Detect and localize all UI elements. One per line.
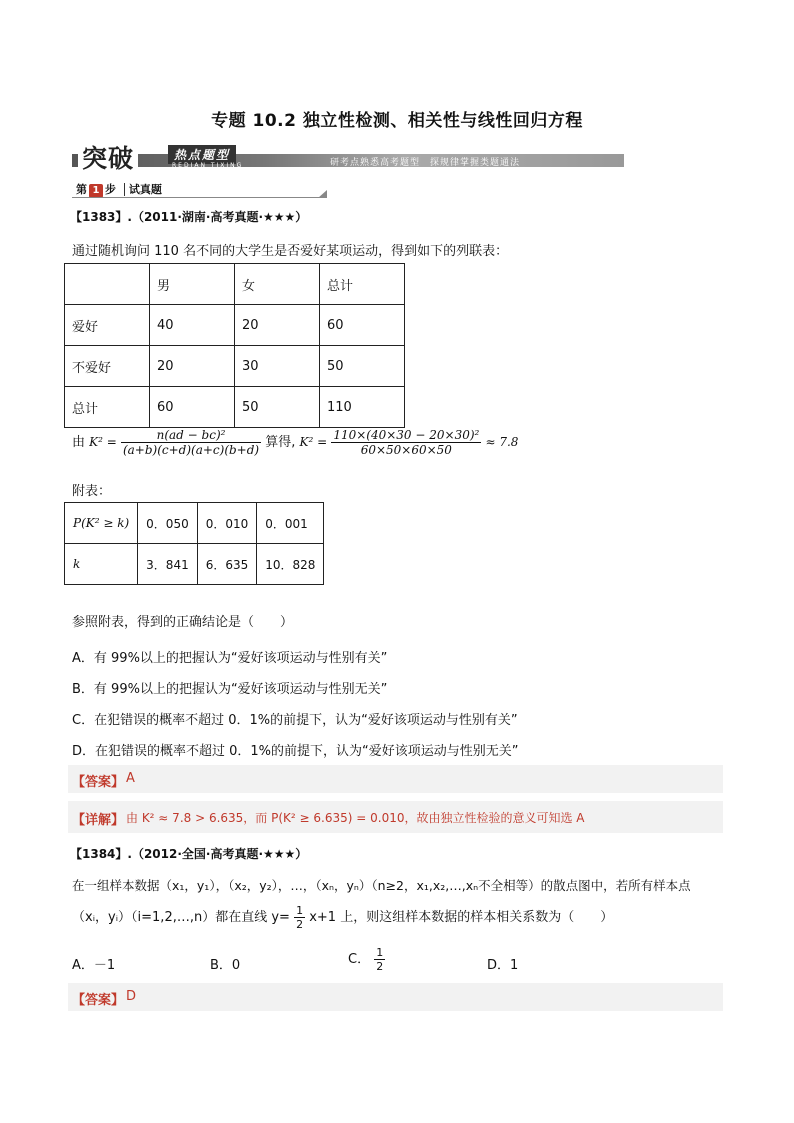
step-triangle-icon [318, 190, 327, 198]
detail-text: 由 K² ≈ 7.8 > 6.635，而 P(K² ≥ 6.635) = 0.010，故由独立性检验的意义可知选 A [126, 811, 585, 825]
table-cell: 50 [235, 387, 320, 428]
table-cell: 30 [235, 346, 320, 387]
table-cell: 6．635 [197, 544, 257, 585]
table-cell: 110 [320, 387, 405, 428]
q2-line2-a: （xᵢ，yᵢ）（i=1,2,…,n）都在直线 y= [72, 910, 290, 925]
answer-tag: 【答案】 [72, 993, 125, 1008]
formula-mid: 算得, [265, 435, 296, 450]
table-cell: 女 [235, 264, 320, 305]
critical-value-table [64, 502, 324, 585]
formula-fraction-2 [331, 428, 481, 457]
banner-subtitle: REDIAN TIXING [172, 162, 244, 169]
table-cell: 0．010 [197, 503, 257, 544]
table-cell: 20 [150, 346, 235, 387]
q2-option-a: A．－1 [72, 958, 116, 973]
step-title: 试真题 [128, 183, 162, 196]
table-row [65, 346, 405, 387]
q1-ask: 参照附表，得到的正确结论是（ ） [72, 615, 294, 630]
formula-k2b: K² = [299, 435, 328, 449]
step-number: 1 [89, 184, 103, 198]
q1-answer-box [68, 765, 723, 793]
table-cell: 爱好 [65, 305, 150, 346]
q2-header: 【1384】.（2012·全国·高考真题·★★★） [70, 847, 308, 861]
q2-line2-b: x+1 上，则这组样本数据的样本相关系数为（ ） [309, 910, 614, 925]
fraction-numerator: 1 [376, 946, 384, 959]
q1-option-a: A．有 99%以上的把握认为“爱好该项运动与性别有关” [72, 651, 388, 666]
table-row [65, 264, 405, 305]
q2-option-c-fraction [374, 946, 385, 973]
formula-fraction-1 [121, 428, 261, 457]
table-cell: 20 [235, 305, 320, 346]
table-cell: 60 [150, 387, 235, 428]
contingency-table [64, 263, 405, 428]
q1-option-d: D．在犯错误的概率不超过 0．1%的前提下，认为“爱好该项运动与性别无关” [72, 744, 519, 759]
q1-header: 【1383】.（2011·湖南·高考真题·★★★） [70, 210, 308, 224]
q2-line2 [72, 904, 613, 931]
fraction-denominator: 2 [296, 918, 304, 931]
fraction-denominator: 2 [376, 960, 384, 973]
table-cell: 10．828 [257, 544, 324, 585]
q1-intro: 通过随机询问 110 名不同的大学生是否爱好某项运动，得到如下的列联表： [72, 244, 509, 259]
table-cell: k [65, 544, 138, 585]
step-label [76, 181, 162, 198]
detail-tag: 【详解】 [72, 813, 125, 828]
page-title: 专题 10.2 独立性检测、相关性与线性回归方程 [211, 111, 583, 131]
step-prefix: 第 [76, 183, 87, 196]
table-cell: 总计 [65, 387, 150, 428]
step-suffix: 步 [105, 183, 116, 196]
step-header [72, 180, 328, 198]
k2-formula [72, 428, 518, 457]
banner-hot-label: 热点题型 [168, 145, 236, 164]
answer-value: D [126, 989, 137, 1004]
formula-pre: 由 [72, 435, 86, 450]
banner-big-label: 突破 [78, 146, 138, 172]
answer-value: A [126, 771, 135, 786]
table-cell: 50 [320, 346, 405, 387]
table-cell: 40 [150, 305, 235, 346]
fraction-numerator: 1 [296, 904, 304, 917]
q2-option-c-label: C． [348, 952, 371, 967]
q2-option-b: B．0 [210, 958, 241, 973]
table-cell: 60 [320, 305, 405, 346]
q1-option-b: B．有 99%以上的把握认为“爱好该项运动与性别无关” [72, 682, 388, 697]
formula-denominator-2: 60×50×60×50 [360, 443, 452, 457]
formula-numerator-1: n(ad − bc)² [121, 428, 261, 443]
table-row [65, 503, 324, 544]
table-cell: 3．841 [138, 544, 198, 585]
table-cell: 不爱好 [65, 346, 150, 387]
table-row [65, 544, 324, 585]
q2-answer-box [68, 983, 723, 1011]
table-cell: 0．050 [138, 503, 198, 544]
q2-line1: 在一组样本数据（x₁，y₁），（x₂，y₂），…，（xₙ，yₙ）（n≥2，x₁,x₂,…,xₙ不全相等）的散点图中，若所有样本点 [72, 878, 691, 893]
table-cell: 男 [150, 264, 235, 305]
table-cell [65, 264, 150, 305]
banner-right-text: 研考点熟悉高考题型 探规律掌握类题通法 [330, 158, 521, 168]
q1-detail-box [68, 801, 723, 833]
table-row [65, 305, 405, 346]
formula-denominator-1: (a+b)(c+d)(a+c)(b+d) [122, 443, 260, 457]
q2-option-c [348, 946, 385, 973]
formula-k2: K² = [89, 435, 117, 449]
formula-numerator-2: 110×(40×30 − 20×30)² [333, 428, 480, 442]
formula-result: ≈ 7.8 [485, 435, 519, 449]
table-row [65, 387, 405, 428]
table-cell: 0．001 [257, 503, 324, 544]
table-cell: 总计 [320, 264, 405, 305]
attach-label: 附表： [72, 484, 112, 499]
step-underline [72, 197, 322, 198]
answer-tag: 【答案】 [72, 775, 125, 790]
table-cell: P(K² ≥ k) [65, 503, 138, 544]
q2-fraction [294, 904, 305, 931]
q1-option-c: C．在犯错误的概率不超过 0．1%的前提下，认为“爱好该项运动与性别有关” [72, 713, 518, 728]
q2-option-d: D．1 [487, 958, 519, 973]
section-banner [72, 144, 624, 173]
